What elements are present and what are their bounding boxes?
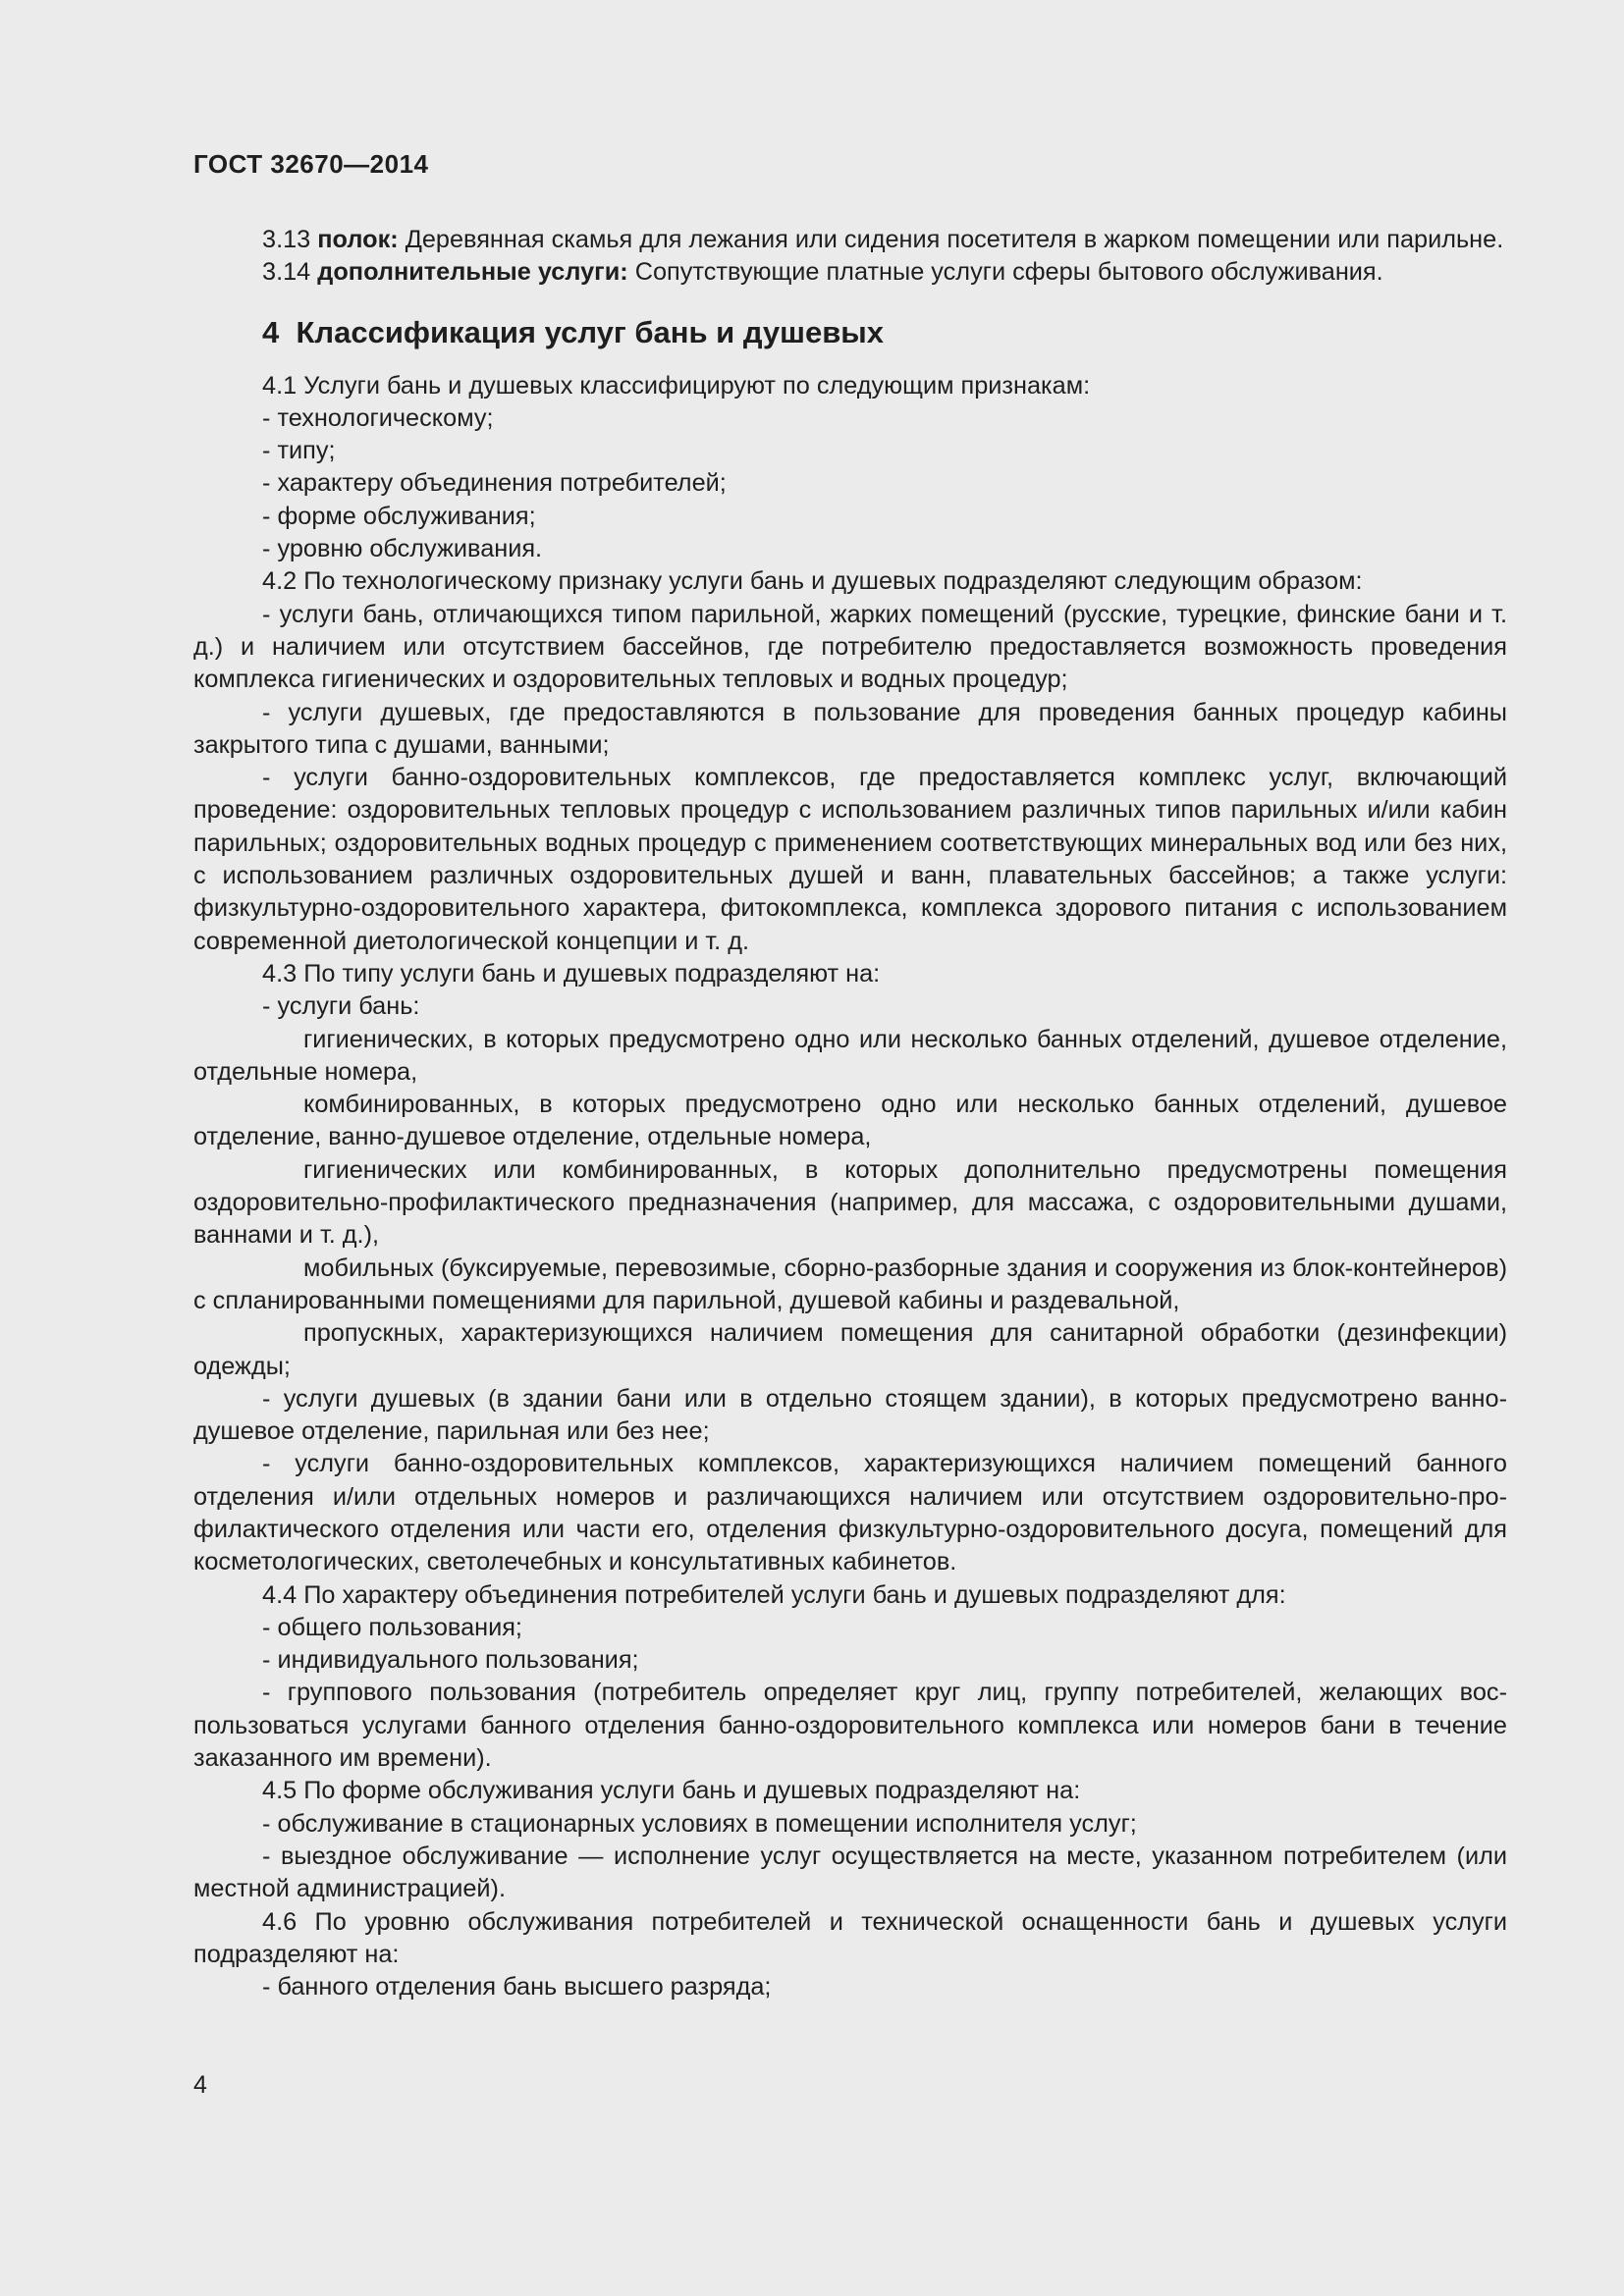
list-item: - услуги душевых (в здании бани или в отдельно стоящем здании), в которых предусмотрено ванно-душевое отделение, парильная или без нее; [193, 1384, 1507, 1446]
section-heading: 4 Классификация услуг бань и душевых [262, 314, 884, 349]
paragraph: 4.2 По технологическому признаку услуги бань и душевых подразделяют следующим образом: [262, 567, 1363, 596]
term-3-14: 3.14 дополнительные услуги: Сопутствующие платные услуги сферы бытового обслуживания. [262, 258, 1383, 287]
list-item: - форме обслуживания; [262, 502, 536, 530]
page-number: 4 [193, 2071, 207, 2099]
list-item: - характеру объединения потребителей; [262, 469, 727, 498]
list-item: - общего пользования; [262, 1613, 522, 1641]
sub-list-item: пропускных, характеризующихся наличием помещения для санитарной обработки (дезинфекции) одежды; [193, 1319, 1507, 1380]
list-item: - типу; [262, 437, 336, 465]
list-item: - банного отделения бань высшего разряда; [262, 1973, 772, 2002]
sub-list-item: мобильных (буксируемые, перевозимые, сборно-разборные здания и сооружения из блок-контейнеров) с спланированными помещениями для парильной, душевой кабины и раздевальной, [193, 1254, 1507, 1314]
paragraph: 4.5 По форме обслуживания услуги бань и душевых подразделяют на: [262, 1777, 1081, 1805]
sub-list-item: гигиенических или комбинированных, в которых дополнительно предусмотрены помещения оздоровительно-профилактического предназначения (например, для массажа, с оздоровительными душами, ваннами и т. д.), [193, 1155, 1507, 1250]
list-item: - выездное обслуживание — исполнение услуг осуществляется на месте, указанном потребителем (или местной администрацией). [193, 1842, 1507, 1903]
paragraph: 4.3 По типу услуги бань и душевых подразделяют на: [262, 959, 881, 988]
sub-list-item: гигиенических, в которых предусмотрено одно или несколько банных отделений, душевое отделение, отдельные номера, [193, 1025, 1507, 1086]
paragraph: 4.1 Услуги бань и душевых классифицируют по следующим признакам: [262, 371, 1091, 400]
list-item: - услуги бань, отличающихся типом парильной, жарких помещений (русские, турецкие, финские бани и т. д.) и наличием или отсутствием бассейнов, где потребителю предоставляется возможность проведения комплекса гигиенических и оздоровительных тепловых и водных процедур; [193, 600, 1507, 694]
list-item: - услуги банно-оздоровительных комплексов, характеризующихся наличием помещений банного отделения и/или отдельных номеров и различающихся наличием или отсутствием оздоровительно-профилактического отделения или части его, отделения физкультурно-оздоровительного досуга, помещений для косметологических, светолечебных и консультативных кабинетов. [193, 1450, 1507, 1576]
list-item: - группового пользования (потребитель определяет круг лиц, группу потребителей, желающих воспользоваться услугами банного отделения банно-оздоровительного комплекса или номеров бани в течение заказанного им времени). [193, 1679, 1507, 1773]
paragraph: 4.4 По характеру объединения потребителей услуги бань и душевых подразделяют для: [262, 1580, 1286, 1609]
document-header: ГОСТ 32670—2014 [193, 149, 429, 179]
list-item: - услуги банно-оздоровительных комплексов, где предоставляется комплекс услуг, включающий проведение: оздоровительных тепловых процедур с использованием различных типов парильных и/или кабин парильных; оздоровительных водных процедур с применением соответствующих минеральных вод или без них, с использованием различных оздоровительных душей и ванн, плавательных бассейнов; а также услуги: физкультурно-оздоровительного характера, фитокомплекса, комплекса здорового питания с использованием современной диетологической концепции и т. д. [193, 764, 1507, 955]
list-item: - индивидуального пользования; [262, 1646, 639, 1675]
list-item: - обслуживание в стационарных условиях в помещении исполнителя услуг; [262, 1809, 1137, 1838]
sub-list-item: комбинированных, в которых предусмотрено одно или несколько банных отделений, душевое отделение, ванно-душевое отделение, отдельные номера, [193, 1091, 1507, 1151]
list-item: - услуги бань: [262, 992, 420, 1021]
list-item: - услуги душевых, где предоставляются в пользование для проведения банных процедур кабины закрытого типа с душами, ванными; [193, 698, 1507, 759]
list-item: - технологическому; [262, 403, 494, 432]
document-body [193, 224, 1507, 2003]
paragraph: 4.6 По уровню обслуживания потребителей и технической оснащенности бань и душевых услуги подразделяют на: [193, 1907, 1507, 1968]
term-3-13: 3.13 полок: Деревянная скамья для лежания или сидения посетителя в жарком помещении или парильне. [262, 226, 1504, 253]
list-item: - уровню обслуживания. [262, 535, 543, 563]
